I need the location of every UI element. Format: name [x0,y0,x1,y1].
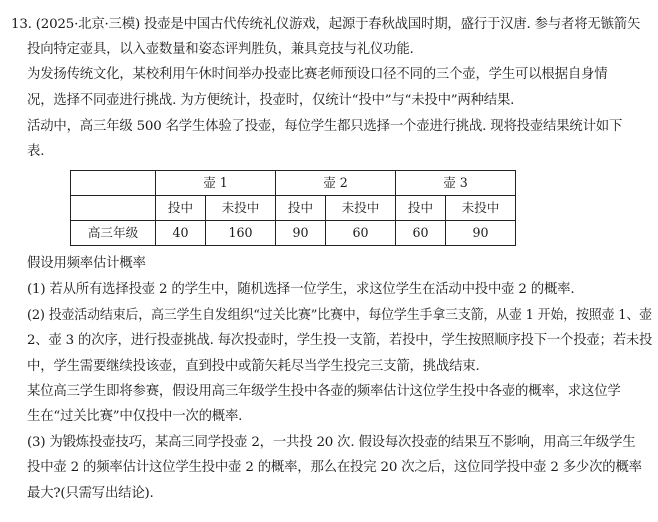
question-2-line-5: 生在“过关比赛”中仅投中一次的概率. [27,409,243,424]
intro-line-1 [11,16,640,34]
results-table [70,170,516,246]
problem-source-text: (2025·北京·三模) 投壶是中国古代传统礼仪游戏，起源于春秋战国时期，盛行于汉唐. 参与者将无镞箭矢 [35,17,641,32]
table-subheader-cell: 投中 [156,196,206,221]
table-corner-cell [71,171,156,196]
question-3-line-3: 最大?(只需写出结论). [27,486,154,501]
question-3-line-1: (3) 为锻炼投壶技巧，某高三同学投壶 2，一共投 20 次. 假设每次投壶的结果互不影响，用高三年级学生 [27,435,636,450]
table-cell: 60 [326,221,396,246]
question-3-line-2: 投中壶 2 的频率估计这位学生投中壶 2 的概率，那么在投完 20 次之后，这位同学投中壶 2 多少次的概率 [27,460,642,475]
intro-line-2: 投向特定壶具，以入壶数量和姿态评判胜负，兼具竞技与礼仪功能. [27,42,414,57]
question-2-line-1: (2) 投壶活动结束后，高三学生自发组织“过关比赛”比赛中，每位学生手拿三支箭，从壶 1 开始，按照壶 1、壶 [27,308,652,323]
table-subheader-cell: 投中 [276,196,326,221]
table-cell: 60 [396,221,446,246]
question-1-line: (1) 若从所有选择投壶 2 的学生中，随机选择一位学生，求这位学生在活动中投中壶 2 的概率. [27,282,575,297]
table-header-pot-3: 壶 3 [396,171,516,196]
table-cell: 160 [206,221,276,246]
table-subheader-row [71,196,516,221]
table-cell: 90 [446,221,516,246]
table-cell: 90 [276,221,326,246]
question-2-line-3: 中，学生需要继续投该壶，直到投中或箭矢耗尽当学生投完三支箭，挑战结束. [27,359,480,374]
table-subheader-blank [71,196,156,221]
table-cell: 40 [156,221,206,246]
intro-line-4: 况，选择不同壶进行挑战. 为方便统计，投壶时，仅统计“投中”与“未投中”两种结果. [27,93,515,108]
assumption-line: 假设用频率估计概率 [27,256,146,271]
table-subheader-cell: 未投中 [446,196,516,221]
problem-number: 13. [11,17,32,32]
intro-line-6: 表. [27,144,45,159]
intro-line-5: 活动中，高三年级 500 名学生体验了投壶，每位学生都只选择一个壶进行挑战. 现将投壶结果统计如下 [27,119,623,134]
table-data-row [71,221,516,246]
table-subheader-cell: 投中 [396,196,446,221]
question-2-line-4: 某位高三学生即将参赛，假设用高三年级学生投中各壶的频率估计这位学生投中各壶的概率，求这位学 [27,384,621,399]
intro-line-3: 为发扬传统文化，某校利用午休时间举办投壶比赛老师预设口径不同的三个壶，学生可以根据自身情 [27,67,608,82]
table-subheader-cell: 未投中 [206,196,276,221]
table-header-pot-2: 壶 2 [276,171,396,196]
table-header-pot-1: 壶 1 [156,171,276,196]
question-2-line-2: 2、壶 3 的次序，进行投壶挑战. 每次投壶时，学生投一支箭，若投中，学生按照顺序投下一个投壶；若未投 [27,333,653,348]
table-subheader-cell: 未投中 [326,196,396,221]
table-row-label: 高三年级 [71,221,156,246]
table-header-row [71,171,516,196]
